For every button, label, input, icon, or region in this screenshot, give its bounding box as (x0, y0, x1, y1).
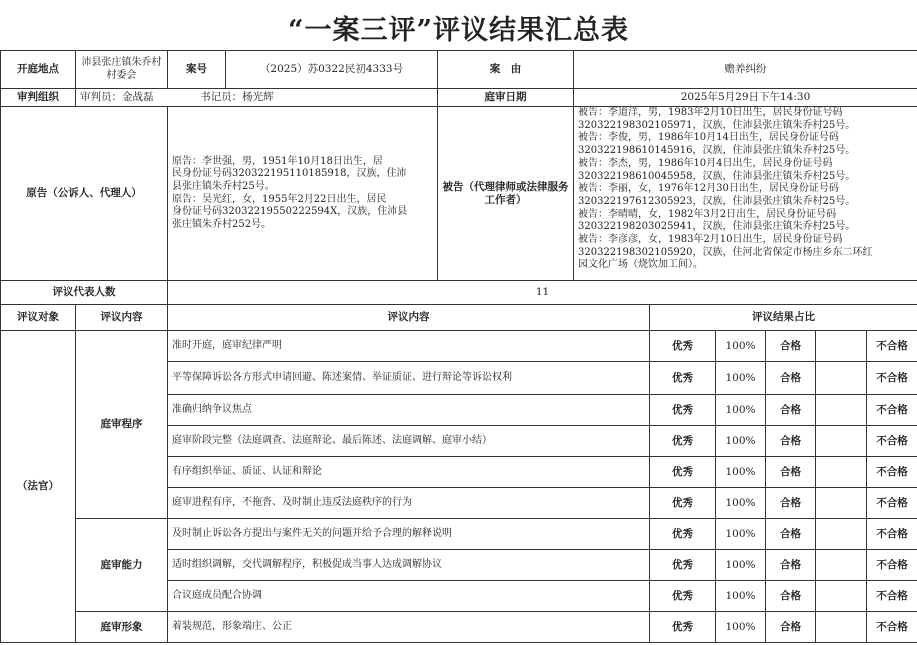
pass-percent (816, 581, 867, 612)
excellent-percent: 100% (716, 612, 766, 643)
excellent-percent: 100% (716, 395, 766, 426)
excellent-label: 优秀 (650, 612, 716, 643)
excellent-percent: 100% (716, 581, 766, 612)
date-value: 2025年5月29日下午14:30 (574, 89, 917, 107)
header-row-venue (1, 51, 917, 89)
defendant-details (574, 107, 917, 281)
reps-value: 11 (168, 281, 917, 305)
excellent-label: 优秀 (650, 581, 716, 612)
eval-row (1, 519, 917, 550)
eval-criterion: 适时组织调解，交代调解程序，积极促成当事人达成调解协议 (168, 550, 650, 581)
excellent-label: 优秀 (650, 395, 716, 426)
eval-row (1, 612, 917, 643)
fail-label: 不合格 (867, 488, 917, 519)
date-label: 庭审日期 (438, 89, 574, 107)
case-no-value: （2025）苏0322民初4333号 (226, 51, 438, 89)
party-line: 身份证号码32032219550222594X，汉族，住沛县 (172, 206, 408, 218)
pass-percent (816, 395, 867, 426)
excellent-percent: 100% (716, 550, 766, 581)
excellent-label: 优秀 (650, 457, 716, 488)
pass-label: 合格 (766, 612, 816, 643)
excellent-label: 优秀 (650, 550, 716, 581)
plaintiff-details (168, 107, 438, 281)
fail-label: 不合格 (867, 550, 917, 581)
excellent-percent: 100% (716, 519, 766, 550)
party-line: 被告：李彦彦，女，1983年2月10日出生，居民身份证号码 (578, 234, 843, 246)
excellent-label: 优秀 (650, 488, 716, 519)
eval-criterion: 庭审阶段完整（法庭调查、法庭辩论、最后陈述、法庭调解、庭审小结） (168, 426, 650, 457)
party-line: 原告：吴光红，女，1955年2月22日出生，居民 (172, 193, 387, 205)
party-line: 民身份证号码320322195110185918，汉族，住沛 (172, 168, 407, 180)
eval-criterion: 准时开庭，庭审纪律严明 (168, 331, 650, 362)
eval-content-header: 评议内容 (76, 305, 168, 331)
fail-label: 不合格 (867, 457, 917, 488)
reps-row (1, 281, 917, 305)
reps-label: 评议代表人数 (1, 281, 168, 305)
venue-value: 沛县张庄镇朱乔村村委会 (76, 51, 168, 89)
excellent-label: 优秀 (650, 426, 716, 457)
eval-subject: （法官） (1, 331, 76, 643)
pass-percent (816, 426, 867, 457)
party-line: 320322198302105971，汉族，住沛县张庄镇朱乔村25号。 (578, 119, 856, 131)
pass-label: 合格 (766, 519, 816, 550)
panel-label: 审判组织 (1, 89, 76, 107)
eval-detail-header: 评议内容 (168, 305, 650, 331)
pass-label: 合格 (766, 581, 816, 612)
party-line: 张庄镇朱乔村252号。 (172, 218, 272, 230)
eval-subject-header: 评议对象 (1, 305, 76, 331)
party-line: 被告：李道洋，男，1983年2月10日出生，居民身份证号码 (578, 107, 843, 118)
party-line: 320322198203025941，汉族，住沛县张庄镇朱乔村25号。 (578, 221, 856, 233)
pass-label: 合格 (766, 488, 816, 519)
eval-group-name: 庭审程序 (76, 331, 168, 519)
eval-criterion: 有序组织举证、质证、认证和辩论 (168, 457, 650, 488)
fail-label: 不合格 (867, 581, 917, 612)
pass-percent (816, 457, 867, 488)
party-line: 被告：李俊，男，1986年10月14日出生，居民身份证号码 (578, 132, 839, 144)
excellent-percent: 100% (716, 457, 766, 488)
evaluation-table (0, 50, 917, 643)
venue-label: 开庭地点 (1, 51, 76, 89)
excellent-percent: 100% (716, 426, 766, 457)
pass-percent (816, 612, 867, 643)
eval-criterion: 平等保障诉讼各方形式申请回避、陈述案情、举证质证、进行辩论等诉讼权利 (168, 362, 650, 395)
excellent-label: 优秀 (650, 519, 716, 550)
pass-percent (816, 550, 867, 581)
pass-percent (816, 331, 867, 362)
plaintiff-label: 原告（公诉人、代理人） (1, 107, 168, 281)
party-line: 320322198610145916，汉族，住沛县张庄镇朱乔村25号。 (578, 145, 856, 157)
header-row-panel (1, 89, 917, 107)
eval-group-name: 庭审形象 (76, 612, 168, 643)
fail-label: 不合格 (867, 426, 917, 457)
judge: 审判员：金战磊 (80, 91, 154, 103)
excellent-percent: 100% (716, 331, 766, 362)
cause-value: 赡养纠纷 (574, 51, 917, 89)
pass-label: 合格 (766, 426, 816, 457)
fail-label: 不合格 (867, 362, 917, 395)
eval-criterion: 庭审进程有序，不拖沓、及时制止违反法庭秩序的行为 (168, 488, 650, 519)
panel-members (76, 89, 438, 107)
party-line: 被告：李晴晴，女，1982年3月2日出生，居民身份证号码 (578, 208, 837, 220)
excellent-label: 优秀 (650, 331, 716, 362)
pass-label: 合格 (766, 550, 816, 581)
defendant-label: 被告（代理律师或法律服务工作者） (438, 107, 574, 281)
excellent-percent: 100% (716, 362, 766, 395)
eval-row (1, 331, 917, 362)
fail-label: 不合格 (867, 612, 917, 643)
parties-row (1, 107, 917, 281)
pass-label: 合格 (766, 395, 816, 426)
page-title: “一案三评”评议结果汇总表 (287, 15, 630, 46)
clerk: 书记员：杨光辉 (200, 91, 274, 103)
eval-criterion: 准确归纳争议焦点 (168, 395, 650, 426)
excellent-percent: 100% (716, 488, 766, 519)
pass-percent (816, 362, 867, 395)
eval-criterion: 着装规范，形象端庄、公正 (168, 612, 650, 643)
fail-label: 不合格 (867, 331, 917, 362)
party-line: 被告：李丽，女，1976年12月30日出生，居民身份证号码 (578, 183, 839, 195)
party-line: 园文化广场（烧饮加工间）。 (578, 259, 703, 271)
fail-label: 不合格 (867, 395, 917, 426)
eval-criterion: 及时制止诉讼各方提出与案件无关的问题并给予合理的解释说明 (168, 519, 650, 550)
party-line: 320322198302105920，汉族，住河北省保定市杨庄乡东二环红 (578, 246, 873, 258)
eval-header-row (1, 305, 917, 331)
case-no-label: 案号 (168, 51, 226, 89)
fail-label: 不合格 (867, 519, 917, 550)
party-line: 被告：李杰，男，1986年10月4日出生，居民身份证号码 (578, 157, 833, 169)
pass-label: 合格 (766, 362, 816, 395)
party-line: 县张庄镇朱乔村25号。 (172, 180, 275, 192)
party-line: 320322198610045958，汉族，住沛县张庄镇朱乔村25号。 (578, 170, 856, 182)
party-line: 原告：李世强，男，1951年10月18日出生，居 (172, 155, 383, 167)
pass-label: 合格 (766, 457, 816, 488)
pass-label: 合格 (766, 331, 816, 362)
eval-criterion: 合议庭成员配合协调 (168, 581, 650, 612)
party-line: 320322197612305923，汉族，住沛县张庄镇朱乔村25号。 (578, 195, 856, 207)
cause-label: 案 由 (438, 51, 574, 89)
excellent-label: 优秀 (650, 362, 716, 395)
pass-percent (816, 488, 867, 519)
eval-group-name: 庭审能力 (76, 519, 168, 612)
eval-result-header: 评议结果占比 (650, 305, 917, 331)
pass-percent (816, 519, 867, 550)
